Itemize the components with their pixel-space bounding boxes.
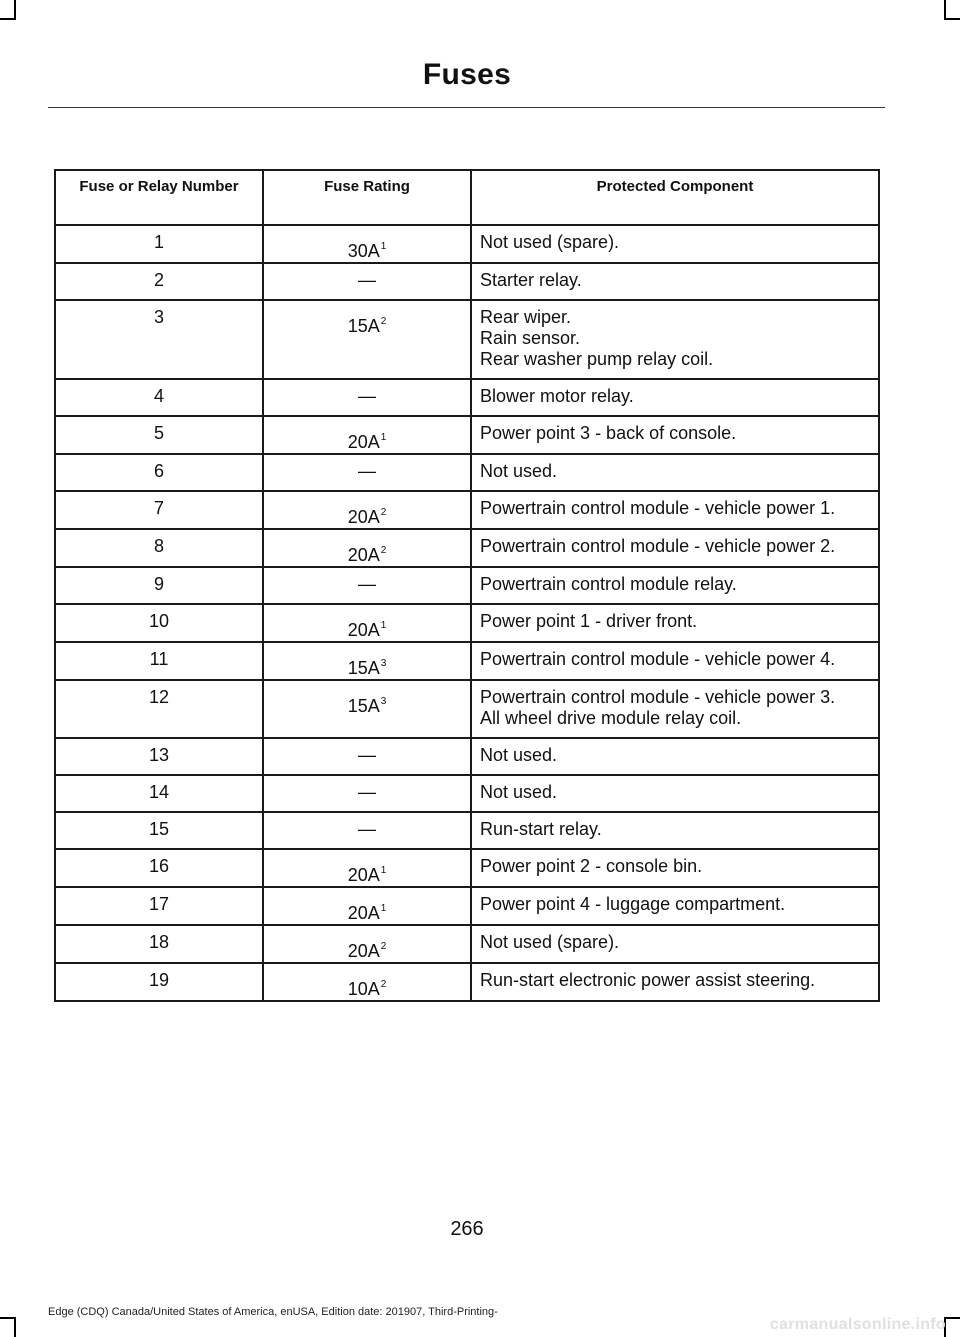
fuse-rating-value: —	[358, 574, 376, 594]
footnote-marker: 2	[380, 316, 387, 327]
protected-component	[471, 300, 879, 379]
fuse-number: 3	[55, 300, 263, 379]
table-row	[55, 567, 879, 604]
page-title: Fuses	[422, 58, 512, 91]
fuse-rating	[263, 680, 471, 738]
component-line: Not used.	[480, 745, 558, 765]
fuse-number: 12	[55, 680, 263, 738]
component-line: Power point 2 - console bin.	[480, 856, 703, 876]
fuse-rating	[263, 416, 471, 454]
crop-mark	[0, 18, 16, 20]
component-line: Power point 4 - luggage compartment.	[480, 894, 786, 914]
crop-mark	[944, 1317, 960, 1319]
fuse-number: 9	[55, 567, 263, 604]
fuse-number: 17	[55, 887, 263, 925]
fuse-table-body	[55, 225, 879, 1001]
footnote-marker: 1	[380, 903, 387, 914]
component-line: Starter relay.	[480, 270, 582, 290]
fuse-rating-value: 20A	[347, 507, 380, 527]
fuse-number: 8	[55, 529, 263, 567]
table-row	[55, 379, 879, 416]
protected-component	[471, 567, 879, 604]
fuse-rating-value: 20A	[347, 620, 380, 640]
fuse-rating	[263, 225, 471, 263]
protected-component	[471, 263, 879, 300]
column-header-component: Protected Component	[471, 170, 879, 225]
table-row	[55, 887, 879, 925]
component-line: Powertrain control module - vehicle power 3.	[480, 687, 836, 707]
protected-component	[471, 379, 879, 416]
fuse-number: 16	[55, 849, 263, 887]
fuse-number: 4	[55, 379, 263, 416]
fuse-rating	[263, 642, 471, 680]
watermark: carmanualsonline.info	[769, 1316, 946, 1333]
protected-component	[471, 416, 879, 454]
fuse-number: 10	[55, 604, 263, 642]
fuse-rating-value: —	[358, 782, 376, 802]
fuse-rating-value: 15A	[347, 696, 380, 716]
fuse-number: 13	[55, 738, 263, 775]
table-row	[55, 775, 879, 812]
protected-component	[471, 491, 879, 529]
fuse-rating-value: 15A	[347, 316, 380, 336]
table-row	[55, 454, 879, 491]
fuse-number: 7	[55, 491, 263, 529]
table-row	[55, 680, 879, 738]
footnote-marker: 2	[380, 545, 387, 556]
table-row	[55, 225, 879, 263]
fuse-rating	[263, 454, 471, 491]
fuse-number: 15	[55, 812, 263, 849]
fuse-rating	[263, 849, 471, 887]
fuse-number: 1	[55, 225, 263, 263]
fuse-rating	[263, 812, 471, 849]
footer-edition-text: Edge (CDQ) Canada/United States of America, enUSA, Edition date: 201907, Third-Printing-	[48, 1306, 498, 1318]
protected-component	[471, 963, 879, 1001]
component-line: Blower motor relay.	[480, 386, 634, 406]
fuse-rating	[263, 963, 471, 1001]
fuse-number: 18	[55, 925, 263, 963]
crop-mark	[944, 0, 946, 20]
protected-component	[471, 680, 879, 738]
protected-component	[471, 225, 879, 263]
footnote-marker: 2	[380, 941, 387, 952]
component-line: Powertrain control module relay.	[480, 574, 737, 594]
component-line: Not used.	[480, 782, 558, 802]
component-line: Power point 3 - back of console.	[480, 423, 737, 443]
crop-mark	[0, 1317, 16, 1319]
crop-mark	[14, 1317, 16, 1337]
component-line: Powertrain control module - vehicle power 4.	[480, 649, 836, 669]
fuse-rating-value: 20A	[347, 941, 380, 961]
fuse-number: 11	[55, 642, 263, 680]
component-line: Not used.	[480, 461, 558, 481]
crop-mark	[944, 18, 960, 20]
fuse-rating	[263, 775, 471, 812]
footnote-marker: 3	[380, 696, 387, 707]
page-number: 266	[450, 1218, 484, 1240]
table-row	[55, 812, 879, 849]
component-line: Powertrain control module - vehicle power 2.	[480, 536, 836, 556]
fuse-rating-value: 20A	[347, 432, 380, 452]
table-row	[55, 529, 879, 567]
fuse-rating	[263, 379, 471, 416]
component-line: Rear washer pump relay coil.	[480, 349, 714, 369]
table-row	[55, 263, 879, 300]
fuse-rating-value: —	[358, 819, 376, 839]
table-row	[55, 849, 879, 887]
component-line: Not used (spare).	[480, 932, 620, 952]
fuse-number: 6	[55, 454, 263, 491]
footnote-marker: 2	[380, 507, 387, 518]
footnote-marker: 1	[380, 620, 387, 631]
component-line: All wheel drive module relay coil.	[480, 708, 742, 728]
fuse-rating-value: —	[358, 270, 376, 290]
crop-mark	[14, 0, 16, 20]
fuse-number: 14	[55, 775, 263, 812]
component-line: Not used (spare).	[480, 232, 620, 252]
fuse-rating	[263, 567, 471, 604]
table-row	[55, 925, 879, 963]
component-line: Power point 1 - driver front.	[480, 611, 698, 631]
fuse-rating	[263, 491, 471, 529]
table-row	[55, 738, 879, 775]
column-header-rating: Fuse Rating	[263, 170, 471, 225]
fuse-rating	[263, 604, 471, 642]
fuse-rating	[263, 263, 471, 300]
protected-component	[471, 925, 879, 963]
fuse-rating-value: 15A	[347, 658, 380, 678]
fuse-rating-value: 20A	[347, 903, 380, 923]
protected-component	[471, 529, 879, 567]
fuse-rating-value: —	[358, 461, 376, 481]
fuse-rating-value: —	[358, 386, 376, 406]
protected-component	[471, 454, 879, 491]
fuse-rating-value: 20A	[347, 545, 380, 565]
protected-component	[471, 887, 879, 925]
protected-component	[471, 642, 879, 680]
table-row	[55, 491, 879, 529]
fuse-rating-value: —	[358, 745, 376, 765]
title-divider	[48, 107, 885, 108]
column-header-number: Fuse or Relay Number	[55, 170, 263, 225]
footnote-marker: 1	[380, 241, 387, 252]
table-row	[55, 416, 879, 454]
table-row	[55, 604, 879, 642]
fuse-rating-value: 20A	[347, 865, 380, 885]
footnote-marker: 1	[380, 432, 387, 443]
fuse-rating	[263, 925, 471, 963]
footnote-marker: 2	[380, 979, 387, 990]
fuse-number: 19	[55, 963, 263, 1001]
footnote-marker: 3	[380, 658, 387, 669]
component-line: Powertrain control module - vehicle power 1.	[480, 498, 836, 518]
table-header-row	[55, 170, 879, 225]
component-line: Run-start relay.	[480, 819, 602, 839]
fuse-rating-value: 30A	[347, 241, 380, 261]
component-line: Rear wiper.	[480, 307, 572, 327]
table-row	[55, 642, 879, 680]
fuse-rating	[263, 738, 471, 775]
fuse-table	[54, 169, 880, 1002]
protected-component	[471, 738, 879, 775]
fuse-rating-value: 10A	[347, 979, 380, 999]
component-line: Run-start electronic power assist steering.	[480, 970, 816, 990]
table-row	[55, 963, 879, 1001]
footnote-marker: 1	[380, 865, 387, 876]
component-line: Rain sensor.	[480, 328, 581, 348]
table-row	[55, 300, 879, 379]
protected-component	[471, 849, 879, 887]
protected-component	[471, 604, 879, 642]
protected-component	[471, 775, 879, 812]
fuse-rating	[263, 887, 471, 925]
protected-component	[471, 812, 879, 849]
fuse-rating	[263, 529, 471, 567]
fuse-number: 2	[55, 263, 263, 300]
fuse-rating	[263, 300, 471, 379]
fuse-number: 5	[55, 416, 263, 454]
